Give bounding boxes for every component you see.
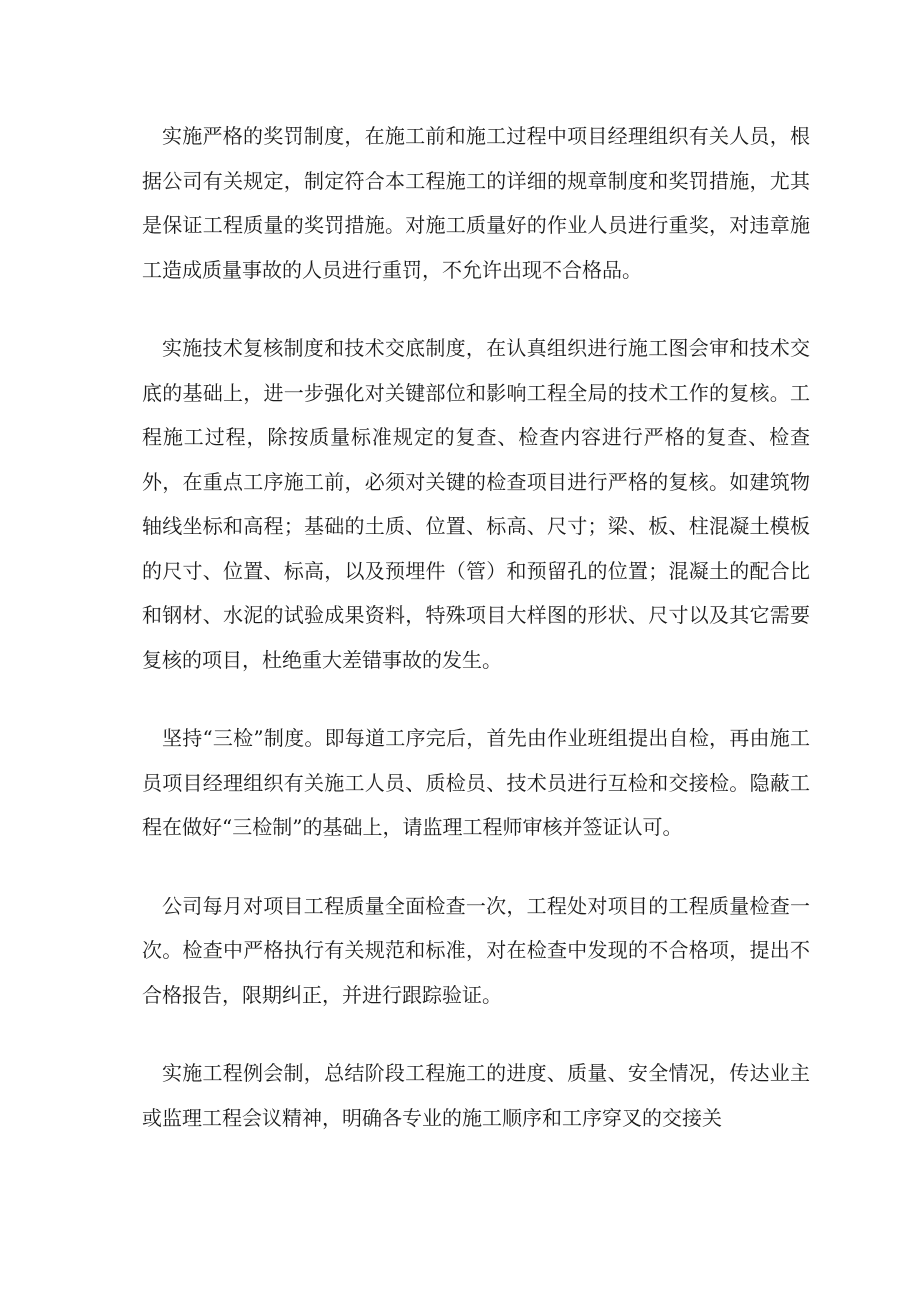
- paragraph-project-meeting: 实施工程例会制，总结阶段工程施工的进度、质量、安全情况，传达业主或监理工程会议精神，明确各专业的施工顺序和工序穿叉的交接关: [142, 1061, 810, 1130]
- paragraph-spacer: [142, 682, 810, 716]
- paragraph-three-inspections: 坚持“三检”制度。即每道工序完后，首先由作业班组提出自检，再由施工员项目经理组织有关施工人员、质检员、技术员进行互检和交接检。隐蔽工程在做好“三检制”的基础上，请监理工程师审核并签证认可。: [142, 726, 810, 839]
- paragraph-technical-review: 实施技术复核制度和技术交底制度，在认真组织进行施工图会审和技术交底的基础上，进一步强化对关键部位和影响工程全局的技术工作的复核。工程施工过程，除按质量标准规定的复查、检查内容进行严格的复查、检查外，在重点工序施工前，必须对关键的检查项目进行严格的复核。如建筑物轴线坐标和高程；基础的土质、位置、标高、尺寸；梁、板、柱混凝土模板的尺寸、位置、标高，以及预埋件（管）和预留孔的位置；混凝土的配合比和钢材、水泥的试验成果资料，特殊项目大样图的形状、尺寸以及其它需要复核的项目，杜绝重大差错事故的发生。: [142, 336, 810, 672]
- paragraph-spacer: [142, 1017, 810, 1051]
- document-body: [142, 114, 810, 1140]
- paragraph-monthly-inspection: 公司每月对项目工程质量全面检查一次，工程处对项目的工程质量检查一次。检查中严格执行有关规范和标准，对在检查中发现的不合格项，提出不合格报告，限期纠正，并进行跟踪验证。: [142, 893, 810, 1007]
- paragraph-reward-penalty: 实施严格的奖罚制度，在施工前和施工过程中项目经理组织有关人员，根据公司有关规定，制定符合本工程施工的详细的规章制度和奖罚措施，尤其是保证工程质量的奖罚措施。对施工质量好的作业人员进行重奖，对违章施工造成质量事故的人员进行重罚，不允许出现不合格品。: [142, 124, 810, 282]
- paragraph-spacer: [142, 850, 810, 884]
- paragraph-spacer: [142, 292, 810, 326]
